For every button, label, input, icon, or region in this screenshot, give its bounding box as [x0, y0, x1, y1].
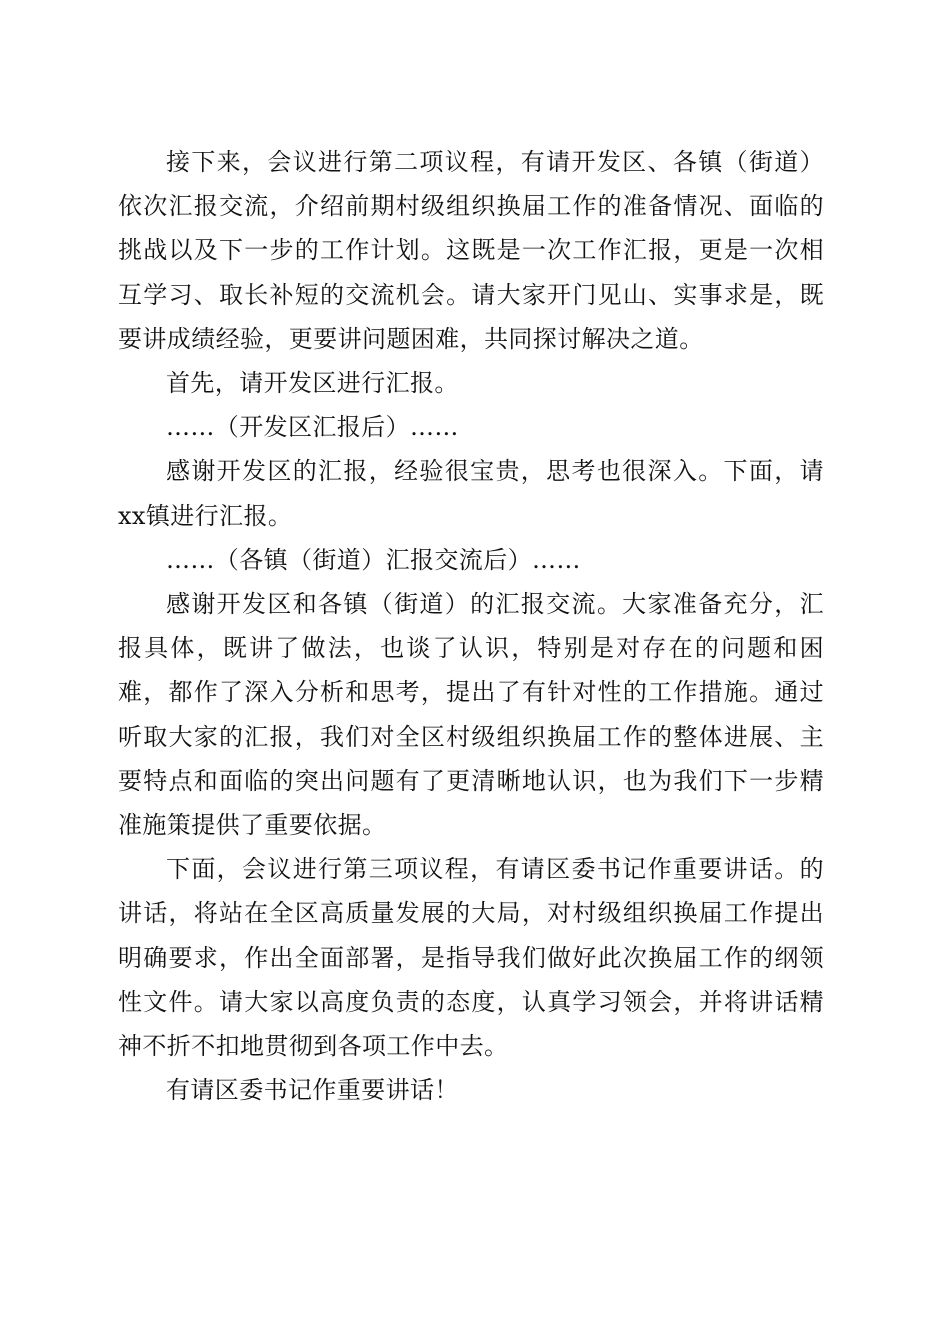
document-body [118, 140, 824, 1112]
paragraph-agenda-three: 下面，会议进行第三项议程，有请区委书记作重要讲话。的讲话，将站在全区高质量发展的大局，对村级组织换届工作提出明确要求，作出全面部署，是指导我们做好此次换届工作的纲领性文件。请大家以高度负责的态度，认真学习领会，并将讲话精神不折不扣地贯彻到各项工作中去。 [118, 855, 824, 1061]
paragraph-invite-speech: 有请区委书记作重要讲话！ [166, 1076, 459, 1105]
paragraph-agenda-two: 接下来，会议进行第二项议程，有请开发区、各镇（街道）依次汇报交流，介绍前期村级组织换届工作的准备情况、面临的挑战以及下一步的工作计划。这既是一次工作汇报，更是一次相互学习、取长补短的交流机会。请大家开门见山、实事求是，既要讲成绩经验，更要讲问题困难，共同探讨解决之道。 [118, 148, 824, 353]
paragraph-thanks-dev-zone: 感谢开发区的汇报，经验很宝贵，思考也很深入。下面，请xx镇进行汇报。 [118, 457, 824, 530]
paragraph-first-report: 首先，请开发区进行汇报。 [166, 369, 459, 398]
paragraph-after-towns: ……（各镇（街道）汇报交流后）…… [166, 545, 581, 574]
paragraph-after-dev-zone: ……（开发区汇报后）…… [166, 413, 459, 442]
paragraph-thanks-all: 感谢开发区和各镇（街道）的汇报交流。大家准备充分，汇报具体，既讲了做法，也谈了认识，特别是对存在的问题和困难，都作了深入分析和思考，提出了有针对性的工作措施。通过听取大家的汇报，我们对全区村级组织换届工作的整体进展、主要特点和面临的突出问题有了更清晰地认识，也为我们下一步精准施策提供了重要依据。 [118, 590, 824, 840]
